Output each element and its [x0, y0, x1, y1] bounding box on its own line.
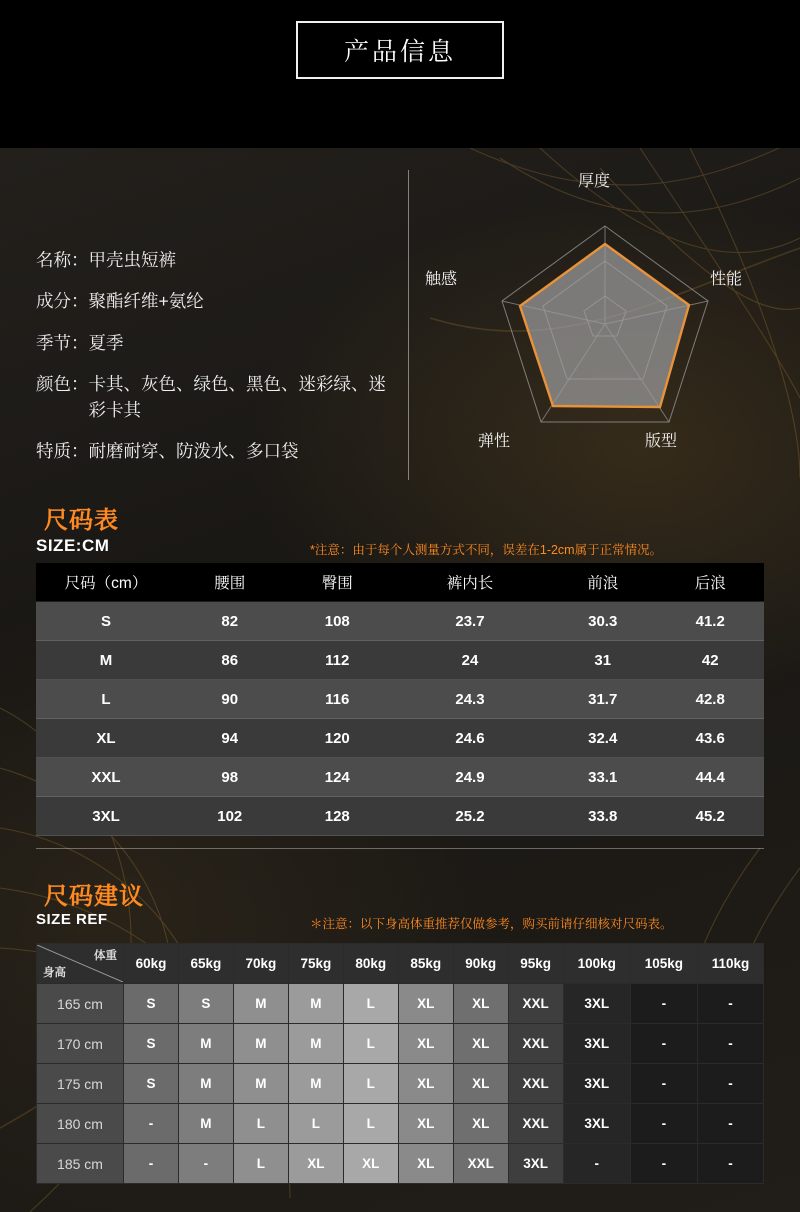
ref-cell: M	[233, 984, 288, 1024]
th-front-rise: 前浪	[549, 563, 657, 602]
ref-cell: S	[124, 1064, 179, 1104]
ref-cell: L	[343, 1024, 398, 1064]
ref-row	[37, 1024, 764, 1064]
cell-waist: 90	[176, 680, 284, 719]
ref-cell: 3XL	[563, 1024, 630, 1064]
ref-row-height: 170 cm	[37, 1024, 124, 1064]
ref-cell: S	[178, 984, 233, 1024]
cell-waist: 82	[176, 602, 284, 641]
ref-row	[37, 1064, 764, 1104]
ref-cell: M	[288, 1064, 343, 1104]
radar-label-elasticity: 弹性	[478, 433, 511, 450]
ref-cell: XL	[288, 1144, 343, 1184]
ref-cell: L	[343, 1064, 398, 1104]
cell-hip: 108	[284, 602, 392, 641]
radar-label-touch: 触感	[425, 271, 458, 288]
cell-inseam: 24	[391, 641, 549, 680]
ref-cell: XXL	[453, 1144, 508, 1184]
ref-cell: S	[124, 984, 179, 1024]
ref-cell: XL	[398, 1144, 453, 1184]
cell-size: S	[36, 602, 176, 641]
cell-back-rise: 44.4	[656, 758, 764, 797]
cell-size: 3XL	[36, 797, 176, 836]
th-weight-90: 90kg	[453, 944, 508, 984]
size-recommendation-table	[36, 943, 764, 1184]
ref-cell: S	[124, 1024, 179, 1064]
ref-cell: L	[343, 1104, 398, 1144]
table-row	[36, 602, 764, 641]
size-chart-note: *注意：由于每个人测量方式不同，误差在1-2cm属于正常情况。	[310, 543, 663, 557]
table-row	[36, 758, 764, 797]
cell-back-rise: 45.2	[656, 797, 764, 836]
info-value: 卡其、灰色、绿色、黑色、迷彩绿、迷彩卡其	[88, 374, 386, 420]
cell-hip: 128	[284, 797, 392, 836]
ref-cell: XL	[343, 1144, 398, 1184]
size-chart-table	[36, 563, 764, 836]
table-row	[36, 680, 764, 719]
cell-size: M	[36, 641, 176, 680]
ref-cell: -	[630, 1104, 697, 1144]
cell-size: XXL	[36, 758, 176, 797]
ref-cell: L	[233, 1104, 288, 1144]
info-label: 颜色：	[36, 374, 89, 395]
th-weight-60: 60kg	[124, 944, 179, 984]
ref-cell: L	[343, 984, 398, 1024]
info-label: 季节：	[36, 332, 89, 353]
cell-hip: 116	[284, 680, 392, 719]
ref-cell: -	[697, 1064, 763, 1104]
info-label: 成分：	[36, 291, 89, 312]
cell-hip: 112	[284, 641, 392, 680]
th-hip: 臀围	[284, 563, 392, 602]
radar-label-thickness: 厚度	[578, 173, 611, 190]
page-header	[0, 0, 800, 100]
cell-inseam: 24.6	[391, 719, 549, 758]
cell-hip: 120	[284, 719, 392, 758]
th-weight-105: 105kg	[630, 944, 697, 984]
cell-back-rise: 41.2	[656, 602, 764, 641]
size-chart-subtitle: SIZE:CM	[36, 536, 110, 555]
ref-row-height: 165 cm	[37, 984, 124, 1024]
content-panel	[0, 148, 800, 1212]
th-back-rise: 后浪	[656, 563, 764, 602]
info-row-features	[36, 439, 386, 464]
ref-cell: M	[288, 984, 343, 1024]
info-value: 聚酯纤维+氨纶	[88, 291, 204, 312]
cell-waist: 94	[176, 719, 284, 758]
ref-cell: 3XL	[563, 1104, 630, 1144]
radar-label-fit: 版型	[645, 433, 678, 450]
cell-size: XL	[36, 719, 176, 758]
ref-cell: M	[233, 1024, 288, 1064]
ref-row-height: 180 cm	[37, 1104, 124, 1144]
ref-cell: -	[630, 1024, 697, 1064]
ref-cell: -	[697, 1024, 763, 1064]
ref-cell: XXL	[508, 984, 563, 1024]
ref-cell: XL	[398, 984, 453, 1024]
ref-cell: XL	[398, 1024, 453, 1064]
cell-front-rise: 31.7	[549, 680, 657, 719]
ref-cell: M	[288, 1024, 343, 1064]
ref-cell: -	[630, 1144, 697, 1184]
cell-waist: 98	[176, 758, 284, 797]
cell-back-rise: 42	[656, 641, 764, 680]
section-divider	[36, 848, 764, 849]
info-value: 耐磨耐穿、防泼水、多口袋	[88, 440, 299, 461]
cell-waist: 86	[176, 641, 284, 680]
ref-cell: 3XL	[563, 984, 630, 1024]
th-size: 尺码（cm）	[36, 563, 176, 602]
th-weight-70: 70kg	[233, 944, 288, 984]
corner-height-label: 身高	[43, 967, 66, 979]
ref-cell: -	[124, 1104, 179, 1144]
ref-cell: -	[630, 1064, 697, 1104]
th-weight-110: 110kg	[697, 944, 763, 984]
ref-cell: -	[563, 1144, 630, 1184]
cell-front-rise: 31	[549, 641, 657, 680]
cell-back-rise: 42.8	[656, 680, 764, 719]
th-weight-65: 65kg	[178, 944, 233, 984]
ref-cell: M	[233, 1064, 288, 1104]
ref-cell: M	[178, 1104, 233, 1144]
size-ref-title: 尺码建议	[44, 883, 144, 910]
corner-header	[37, 944, 124, 984]
table-row	[36, 719, 764, 758]
ref-cell: -	[178, 1144, 233, 1184]
ref-cell: XL	[453, 1104, 508, 1144]
cell-waist: 102	[176, 797, 284, 836]
cell-front-rise: 33.1	[549, 758, 657, 797]
ref-cell: XXL	[508, 1104, 563, 1144]
ref-cell: XL	[453, 1064, 508, 1104]
cell-front-rise: 32.4	[549, 719, 657, 758]
page-title: 产品信息	[296, 21, 504, 79]
size-chart-title: 尺码表	[44, 507, 119, 534]
radar-label-performance: 性能	[710, 271, 743, 288]
th-waist: 腰围	[176, 563, 284, 602]
th-inseam: 裤内长	[391, 563, 549, 602]
cell-hip: 124	[284, 758, 392, 797]
table-row	[36, 641, 764, 680]
ref-cell: -	[697, 1104, 763, 1144]
ref-row	[37, 984, 764, 1024]
cell-inseam: 25.2	[391, 797, 549, 836]
size-ref-note: ＊注意：以下身高体重推荐仅做参考，购买前请仔细核对尺码表。	[310, 917, 673, 931]
th-weight-75: 75kg	[288, 944, 343, 984]
ref-cell: -	[697, 984, 763, 1024]
table-row	[36, 797, 764, 836]
ref-cell: L	[288, 1104, 343, 1144]
cell-front-rise: 33.8	[549, 797, 657, 836]
th-weight-80: 80kg	[343, 944, 398, 984]
info-row-name	[36, 248, 386, 273]
ref-row	[37, 1144, 764, 1184]
ref-row	[37, 1104, 764, 1144]
ref-cell: M	[178, 1024, 233, 1064]
info-label: 名称：	[36, 250, 89, 270]
ref-row-height: 185 cm	[37, 1144, 124, 1184]
th-weight-100: 100kg	[563, 944, 630, 984]
size-ref-subtitle: SIZE REF	[36, 911, 108, 928]
info-row-color	[36, 372, 386, 423]
info-value: 夏季	[88, 332, 124, 353]
ref-cell: -	[697, 1144, 763, 1184]
vertical-divider	[408, 170, 409, 480]
ref-cell: M	[178, 1064, 233, 1104]
info-row-material	[36, 289, 386, 314]
product-info-list	[36, 248, 386, 480]
ref-cell: 3XL	[563, 1064, 630, 1104]
ref-cell: XXL	[508, 1064, 563, 1104]
ref-cell: -	[124, 1144, 179, 1184]
ref-cell: 3XL	[508, 1144, 563, 1184]
corner-weight-label: 体重	[94, 950, 117, 962]
info-label: 特质：	[36, 440, 89, 461]
ref-cell: XL	[398, 1064, 453, 1104]
ref-cell: XL	[453, 1024, 508, 1064]
ref-cell: XL	[453, 984, 508, 1024]
ref-cell: XL	[398, 1104, 453, 1144]
th-weight-85: 85kg	[398, 944, 453, 984]
ref-cell: L	[233, 1144, 288, 1184]
cell-inseam: 23.7	[391, 602, 549, 641]
attribute-radar-chart	[425, 173, 780, 478]
info-row-season	[36, 331, 386, 356]
ref-cell: -	[630, 984, 697, 1024]
cell-size: L	[36, 680, 176, 719]
cell-inseam: 24.9	[391, 758, 549, 797]
ref-header-row	[37, 944, 764, 984]
cell-inseam: 24.3	[391, 680, 549, 719]
ref-cell: XXL	[508, 1024, 563, 1064]
th-weight-95: 95kg	[508, 944, 563, 984]
table-header-row	[36, 563, 764, 602]
ref-row-height: 175 cm	[37, 1064, 124, 1104]
info-value: 甲壳虫短裤	[88, 250, 176, 270]
cell-front-rise: 30.3	[549, 602, 657, 641]
cell-back-rise: 43.6	[656, 719, 764, 758]
